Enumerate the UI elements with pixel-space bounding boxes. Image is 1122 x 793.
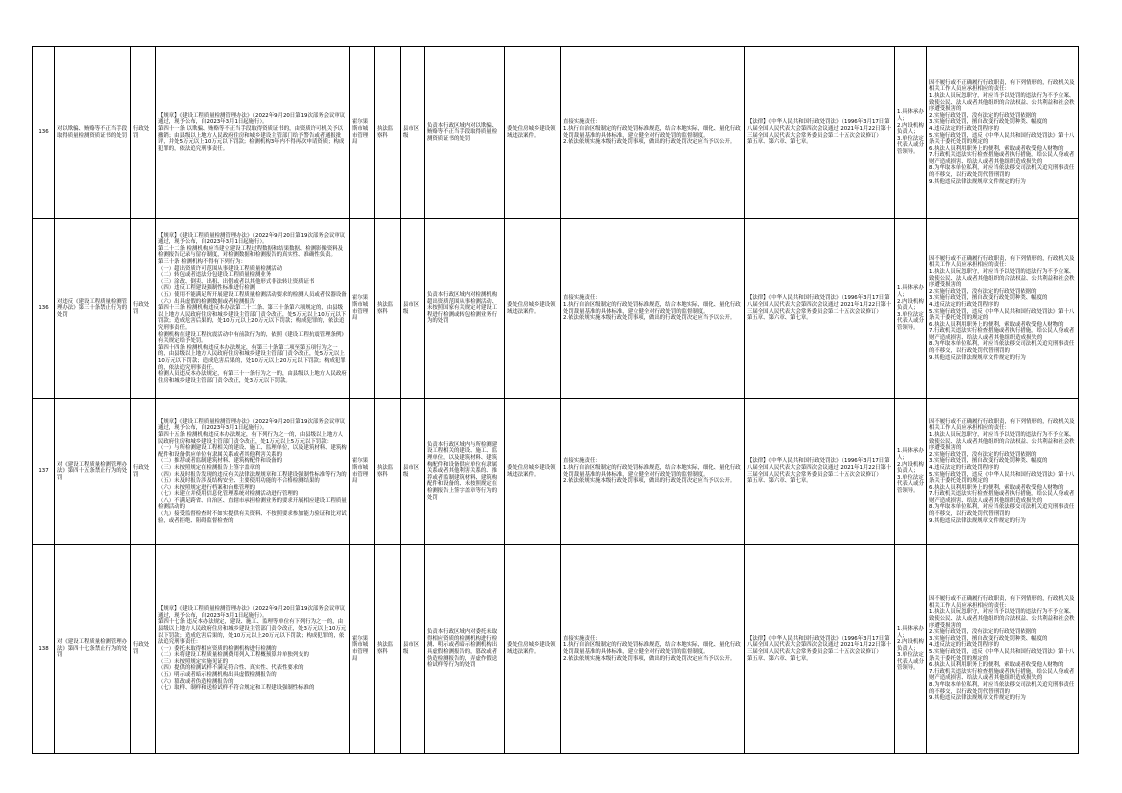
table-row [33, 47, 1079, 219]
duty-details: 直接实施责任： 1.执行自治区级制定的行政处罚标准规范，结合本地实际，细化、量化行政处罚裁量基准的具体标准，建立健全对行政处罚的监督制度。 2.依法依规实施本级行政处罚事项，做出的行政处罚决定应当予以公开。 [561, 47, 745, 219]
table-row [33, 219, 1079, 399]
liability-conditions: 因不履行或不正确履行行政职责，有下列情形的，行政机关及相关工作人员应承担相应的责任： 1.执法人员玩忽职守，对应当予以处罚的违法行为不予立案、致使公民、法人或者其他组织的合法权益、公共利益和社会秩序遭受损害的 2.实施行政处罚，没有法定的行政处罚依据的 3.实施行政处罚，擅自改变行政处罚种类、幅度的 4.违反法定的行政处罚程序的 5.实施行政处罚，违反《中华人民共和国行政处罚法》第十八条关于委托处罚的规定的 6.执法人员利用职务上的便利，索取或者收受他人财物的 7.行政机关违法实行检查措施或者执行措施，给公民人身或者财产造成损害、给法人或者其他组织造成损失的 8.为牟取本单位私利，对应当依法移交司法机关追究刑事责任的不移交，以行政处罚代替刑罚的 9.其他违反法律法规规章文件规定的行为 [927, 399, 1079, 545]
row-number: 136 [33, 219, 55, 399]
duty-scope: 负责本行政区域内对检测机构超出资质范围从事检测活动、未按照国家有关规定对建设工程进行检测或转包检测业务行为的处罚 [425, 219, 505, 399]
implementing-agency: 霍尔果斯市城市管理局 [350, 219, 375, 399]
item-type: 行政处罚 [131, 219, 156, 399]
duty-details: 直接实施责任： 1.执行自治区级制定的行政处罚标准规范，结合本地实际，细化、量化行政处罚裁量基准的具体标准，建立健全对行政处罚的监督制度。 2.依法依规实施本级行政处罚事项，做出的行政处罚决定应当予以公开。 [561, 399, 745, 545]
row-number: 137 [33, 399, 55, 545]
liable-subjects: 1.具体承办人； 2.内设机构负责人； 3.单位法定代表人或分管领导。 [895, 545, 927, 754]
responsibility: 委处住房城乡建设领域违法案件。 [505, 399, 561, 545]
item-name: 对违反《建设工程质量检测管理办法》第三十条禁止行为的处罚 [55, 219, 131, 399]
department: 执法监察科 [375, 47, 401, 219]
item-name: 对以欺骗、贿赂等不正当手段取得质量检测资质证书的处罚 [55, 47, 131, 219]
legal-basis: 【规章】《建设工程质量检测管理办法》（2022年9月20日第19次部务会议审议通过，现予公布，自2023年3月1日起施行）。 第四十一条 以欺骗、贿赂等不正当手段取得资质证书的，由资质许可机关予以撤销；由县级以上地方人民政府住房和城乡建设主管部门给予警告或者通报批评，并处5万元以上10万元以下罚款；检测机构3年内不得再次申请资质；构成犯罪的，依法追究刑事责任。 [156, 47, 350, 219]
admin-level: 县市区级 [401, 219, 425, 399]
duty-scope: 负责本行政区域内对以欺骗、贿赂等不正当手段取得质量检测资质证书的处罚 [425, 47, 505, 219]
liable-subjects: 1.具体承办人； 2.内设机构负责人； 3.单位法定代表人或分管领导。 [895, 219, 927, 399]
table-row [33, 399, 1079, 545]
implementing-agency: 霍尔果斯市城市管理局 [350, 47, 375, 219]
responsibility: 委处住房城乡建设领域违法案件。 [505, 47, 561, 219]
liability-conditions: 因不履行或不正确履行行政职责，有下列情形的，行政机关及相关工作人员应承担相应的责任： 1.执法人员玩忽职守，对应当予以处罚的违法行为不予立案、致使公民、法人或者其他组织的合法权益、公共利益和社会秩序遭受损害的 2.实施行政处罚，没有法定的行政处罚依据的 3.实施行政处罚，擅自改变行政处罚种类、幅度的 4.违反法定的行政处罚程序的 5.实施行政处罚，违反《中华人民共和国行政处罚法》第十八条关于委托处罚的规定的 6.执法人员利用职务上的便利，索取或者收受他人财物的 7.行政机关违法实行检查措施或者执行措施，给公民人身或者财产造成损害、给法人或者其他组织造成损失的 8.为牟取本单位私利，对应当依法移交司法机关追究刑事责任的不移交，以行政处罚代替刑罚的 9.其他违反法律法规规章文件规定的行为 [927, 47, 1079, 219]
duty-details: 直接实施责任： 1.执行自治区级制定的行政处罚标准规范，结合本地实际，细化、量化行政处罚裁量基准的具体标准，建立健全对行政处罚的监督制度。 2.依法依规实施本级行政处罚事项，做出的行政处罚决定应当予以公开。 [561, 219, 745, 399]
liable-subjects: 1.具体承办人； 2.内设机构负责人； 3.单位法定代表人或分管领导。 [895, 399, 927, 545]
liability-conditions: 因不履行或不正确履行行政职责，有下列情形的，行政机关及相关工作人员应承担相应的责任： 1.执法人员玩忽职守，对应当予以处罚的违法行为不予立案、致使公民、法人或者其他组织的合法权益、公共利益和社会秩序遭受损害的 2.实施行政处罚，没有法定的行政处罚依据的 3.实施行政处罚，擅自改变行政处罚种类、幅度的 4.违反法定的行政处罚程序的 5.实施行政处罚，违反《中华人民共和国行政处罚法》第十八条关于委托处罚的规定的 6.执法人员利用职务上的便利，索取或者收受他人财物的 7.行政机关违法实行检查措施或者执行措施，给公民人身或者财产造成损害、给法人或者其他组织造成损失的 8.为牟取本单位私利，对应当依法移交司法机关追究刑事责任的不移交，以行政处罚代替刑罚的 9.其他违反法律法规规章文件规定的行为 [927, 545, 1079, 754]
department: 执法监察科 [375, 545, 401, 754]
item-type: 行政处罚 [131, 47, 156, 219]
row-number: 136 [33, 47, 55, 219]
item-type: 行政处罚 [131, 545, 156, 754]
row-number: 138 [33, 545, 55, 754]
law-reference: 【法律】《中华人民共和国行政处罚法》（1996年3月17日第八届全国人民代表大会第四次会议通过 2021年1月22日第十三届全国人民代表大会常务委员会第二十五次会议修订） 第五章、第六章、第七章。 [745, 399, 895, 545]
responsibility: 委处住房城乡建设领域违法案件。 [505, 545, 561, 754]
implementing-agency: 霍尔果斯市城市管理局 [350, 545, 375, 754]
department: 执法监察科 [375, 219, 401, 399]
liability-conditions: 因不履行或不正确履行行政职责，有下列情形的，行政机关及相关工作人员应承担相应的责任： 1.执法人员玩忽职守，对应当予以处罚的违法行为不予立案、致使公民、法人或者其他组织的合法权益、公共利益和社会秩序遭受损害的 2.实施行政处罚，没有法定的行政处罚依据的 3.实施行政处罚，擅自改变行政处罚种类、幅度的 4.违反法定的行政处罚程序的 5.实施行政处罚，违反《中华人民共和国行政处罚法》第十八条关于委托处罚的规定的 6.执法人员利用职务上的便利，索取或者收受他人财物的 7.行政机关违法实行检查措施或者执行措施，给公民人身或者财产造成损害、给法人或者其他组织造成损失的 8.为牟取本单位私利，对应当依法移交司法机关追究刑事责任的不移交，以行政处罚代替刑罚的 9.其他违反法律法规规章文件规定的行为 [927, 219, 1079, 399]
admin-level: 县市区级 [401, 399, 425, 545]
law-reference: 【法律】《中华人民共和国行政处罚法》（1996年3月17日第八届全国人民代表大会第四次会议通过 2021年1月22日第十三届全国人民代表大会常务委员会第二十五次会议修订） 第五章、第六章、第七章。 [745, 47, 895, 219]
liable-subjects: 1.具体承办人； 2.内设机构负责人； 3.单位法定代表人或分管领导。 [895, 47, 927, 219]
department: 执法监察科 [375, 399, 401, 545]
implementing-agency: 霍尔果斯市城市管理局 [350, 399, 375, 545]
legal-basis: 【规章】《建设工程质量检测管理办法》（2022年9月20日第19次部务会议审议通过，现予公布，自2023年3月1日起施行）。 第二十二条 检测机构应当建立建设工程过程数据和结果数据、检测影像资料及检测报告记录与留存制度，对检测数据和检测报告的真实性、准确性负责。 第三十条 检测机构不得有下列行为： （一）超出资质许可范围从事建设工程质量检测活动 （二）转包或者违法分包建设工程质量检测业务 （三）涂改、倒卖、出租、出借或者以其他形式非法转让资质证书 （四）违反工程建设强制性标准进行检测 （五）使用不能满足所开展建设工程质量检测活动要求的检测人员或者仪器设备 （六）出具虚假的检测数据或者检测报告 第四十三条 检测机构违反本办法第二十二条、第三十条第六项规定的，由县级以上地方人民政府住房和城乡建设主管部门责令改正，处5万元以上10万元以下罚款；造成危害后果的，处10万元以上20万元以下罚款；构成犯罪的，依法追究刑事责任。 检测机构在建设工程抗震活动中有前款行为的，依照《建设工程抗震管理条例》有关规定给予处罚。 第四十四条 检测机构违反本办法规定，有第三十条第二项至第五项行为之一的，由县级以上地方人民政府住房和城乡建设主管部门责令改正，处5万元以上10万元以下罚款；造成危害后果的，处10万元以上20万元以下罚款；构成犯罪的，依法追究刑事责任。 检测人员违反本办法规定，有第三十一条行为之一的，由县级以上地方人民政府住房和城乡建设主管部门责令改正，处3万元以下罚款。 [156, 219, 350, 399]
duty-scope: 负责本行政区域内与所检测建设工程相关的建设、施工、监理单位，以及建筑材料、建筑构配件和设备供应单位有隶属关系或者其他利害关系的、推荐或者监制建筑材料、建筑构配件和设备的、未按照规定在检测报告上签字盖章等行为的处罚 [425, 399, 505, 545]
item-name: 对《建设工程质量检测管理办法》第四十五条禁止行为的处罚 [55, 399, 131, 545]
law-reference: 【法律】《中华人民共和国行政处罚法》（1996年3月17日第八届全国人民代表大会第四次会议通过 2021年1月22日第十三届全国人民代表大会常务委员会第二十五次会议修订） 第五章、第六章、第七章。 [745, 545, 895, 754]
item-type: 行政处罚 [131, 399, 156, 545]
item-name: 对《建设工程质量检测管理办法》第四十七条禁止行为的处罚 [55, 545, 131, 754]
admin-level: 县市区级 [401, 545, 425, 754]
responsibility: 委处住房城乡建设领域违法案件。 [505, 219, 561, 399]
duty-details: 直接实施责任： 1.执行自治区级制定的行政处罚标准规范，结合本地实际，细化、量化行政处罚裁量基准的具体标准，建立健全对行政处罚的监督制度。 2.依法依规实施本级行政处罚事项，做出的行政处罚决定应当予以公开。 [561, 545, 745, 754]
law-reference: 【法律】《中华人民共和国行政处罚法》（1996年3月17日第八届全国人民代表大会第四次会议通过 2021年1月22日第十三届全国人民代表大会常务委员会第二十五次会议修订） 第五章、第六章、第七章。 [745, 219, 895, 399]
duty-scope: 负责本行政区域内对委托未取得相应资质的检测机构进行检测、明示或者暗示检测机构出具虚假检测报告的，篡改或者伪造检测报告的，弄虚作假送检试样等行为的处罚 [425, 545, 505, 754]
admin-level: 县市区级 [401, 47, 425, 219]
table-row [33, 545, 1079, 754]
legal-basis: 【规章】《建设工程质量检测管理办法》（2022年9月20日第19次部务会议审议通过，现予公布，自2023年3月1日起施行）。 第四十五条 检测机构违反本办法规定，有下列行为之一的，由县级以上地方人民政府住房和城乡建设主管部门责令改正，处1万元以上5万元以下罚款： （一）与所检测建设工程相关的建设、施工、监理单位，以及建筑材料、建筑构配件和设备供应单位有隶属关系或者其他利害关系的 （二）推荐或者监制建筑材料、建筑构配件和设备的 （三）未按照规定在检测报告上签字盖章的 （四）未及时报告发现的违反有关法律法规规章和工程建设强制性标准等行为的 （五）未及时报告涉及结构安全、主要使用功能的不合格检测结果的 （六）未按照规定进行档案和台账管理的 （七）未建立并使用信息化管理系统对检测活动进行管理的 （八）不满足跨省、自治区、直辖市承担检测业务的要求开展相应建设工程质量检测活动的 （九）接受监督检查时不如实提供有关资料、不按照要求参加能力验证和比对试验，或者拒绝、阻碍监督检查的 [156, 399, 350, 545]
legal-basis: 【规章】《建设工程质量检测管理办法》（2022年9月20日第19次部务会议审议通过，现予公布，自2023年3月1日起施行）。 第四十七条 违反本办法规定，建设、施工、监理等单位有下列行为之一的，由县级以上地方人民政府住房和城乡建设主管部门责令改正，处3万元以上10万元以下罚款；造成危害后果的，处10万元以上20万元以下罚款；构成犯罪的，依法追究刑事责任： （一）委托未取得相应资质的检测机构进行检测的 （二）未将建设工程质量检测费用列入工程概预算并单独列支的 （三）未按照规定实施见证的 （四）提供的检测试样不满足符合性、真实性、代表性要求的 （五）明示或者暗示检测机构出具虚假检测报告的 （六）篡改或者伪造检测报告的 （七）取样、制样和送检试样不符合规定和工程建设强制性标准的 [156, 545, 350, 754]
duty-table [32, 46, 1079, 754]
